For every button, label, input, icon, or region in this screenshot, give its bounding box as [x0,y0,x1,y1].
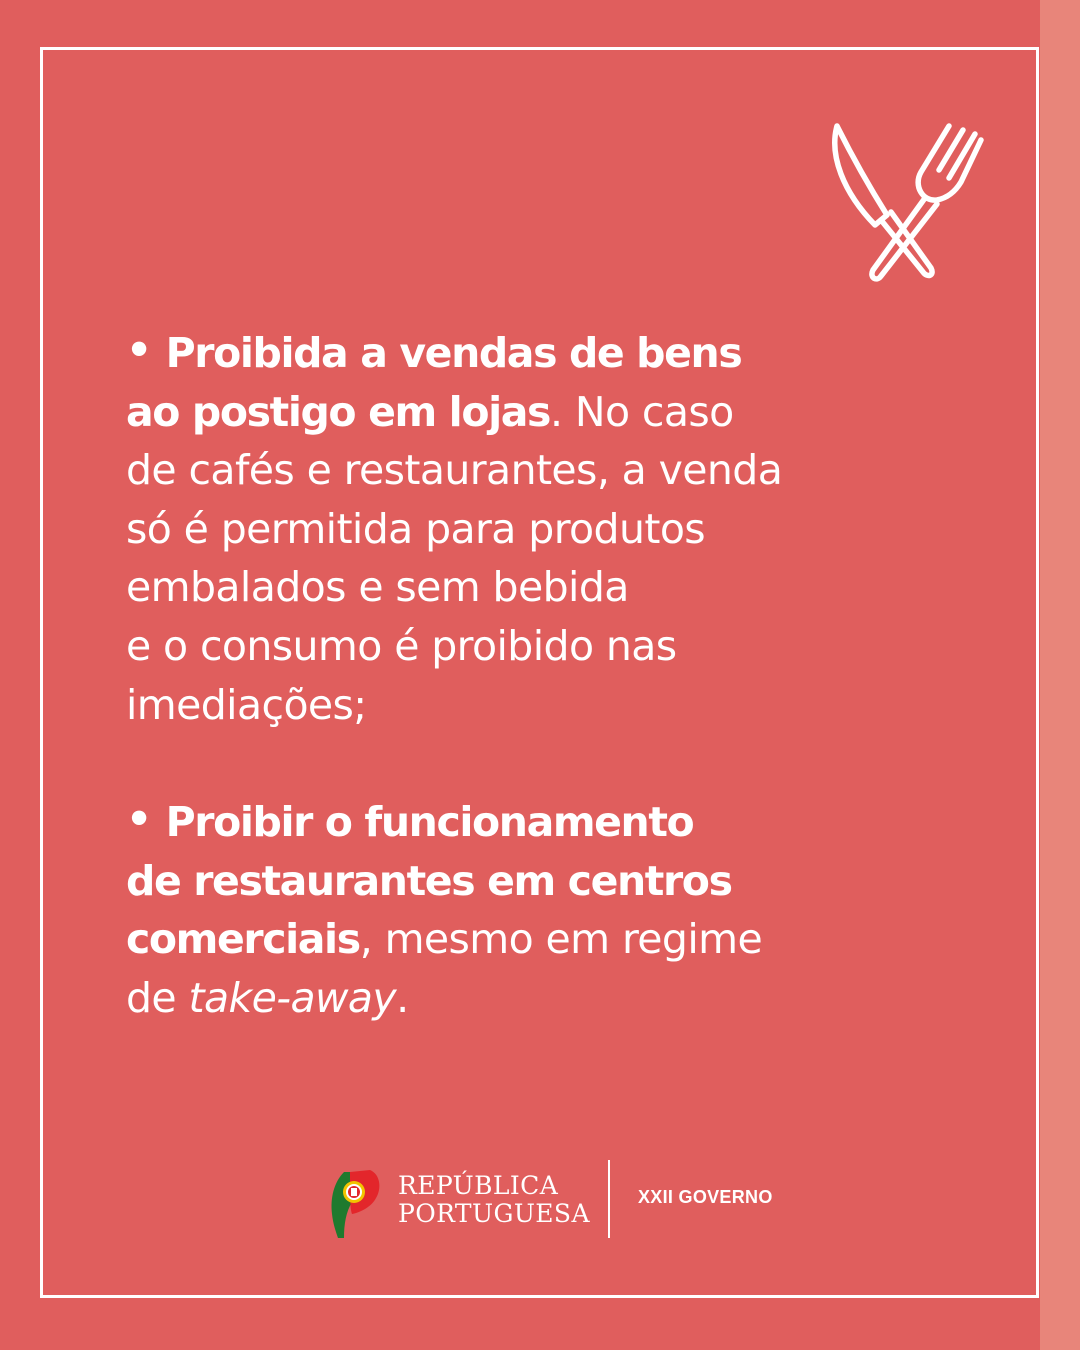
fork-head-shape [918,126,981,200]
governo-label: XXII GOVERNO [638,1187,773,1207]
main-text-block [126,324,806,1028]
item-2-bold-line-1: Proibir o funcionamento [165,798,694,847]
bullet-marker: • [126,326,152,374]
item-1-text-4: embalados e sem bebida [126,563,629,612]
footer-logo [330,1160,780,1240]
item-2-text-1: , mesmo em regime [359,915,763,964]
portugal-flag-emblem-icon [330,1168,382,1238]
item-2-text-2: de [126,973,189,1022]
item-1-bold-line-2: ao postigo em lojas [126,387,551,436]
footer-divider [608,1160,610,1238]
republica-line-1: REPÚBLICA [398,1171,559,1200]
item-1-text-6: imediações; [126,680,367,729]
item-1-text-3: só é permitida para produtos [126,504,706,553]
knife-and-fork-icon [825,120,985,285]
item-2-text-3: . [396,973,409,1022]
bullet-marker: • [126,795,152,844]
republica-line-2: PORTUGUESA [398,1199,590,1228]
item-1-bold-line-1: Proibida a vendas de bens [165,329,742,377]
item-2-italic: take-away [188,973,397,1022]
item-1-text-1: . No caso [550,387,734,436]
bullet-item-2 [126,793,806,1027]
republica-portuguesa-wordmark [398,1172,590,1228]
item-2-bold-line-3: comerciais [126,915,360,964]
item-1-text-5: e o consumo é proibido nas [126,621,677,670]
item-1-text-2: de cafés e restaurantes, a venda [126,446,783,495]
item-2-bold-line-2: de restaurantes em centros [126,856,732,905]
bullet-item-1 [126,324,806,734]
knife-blade-shape [835,126,887,225]
right-edge-strip [1040,0,1080,1350]
